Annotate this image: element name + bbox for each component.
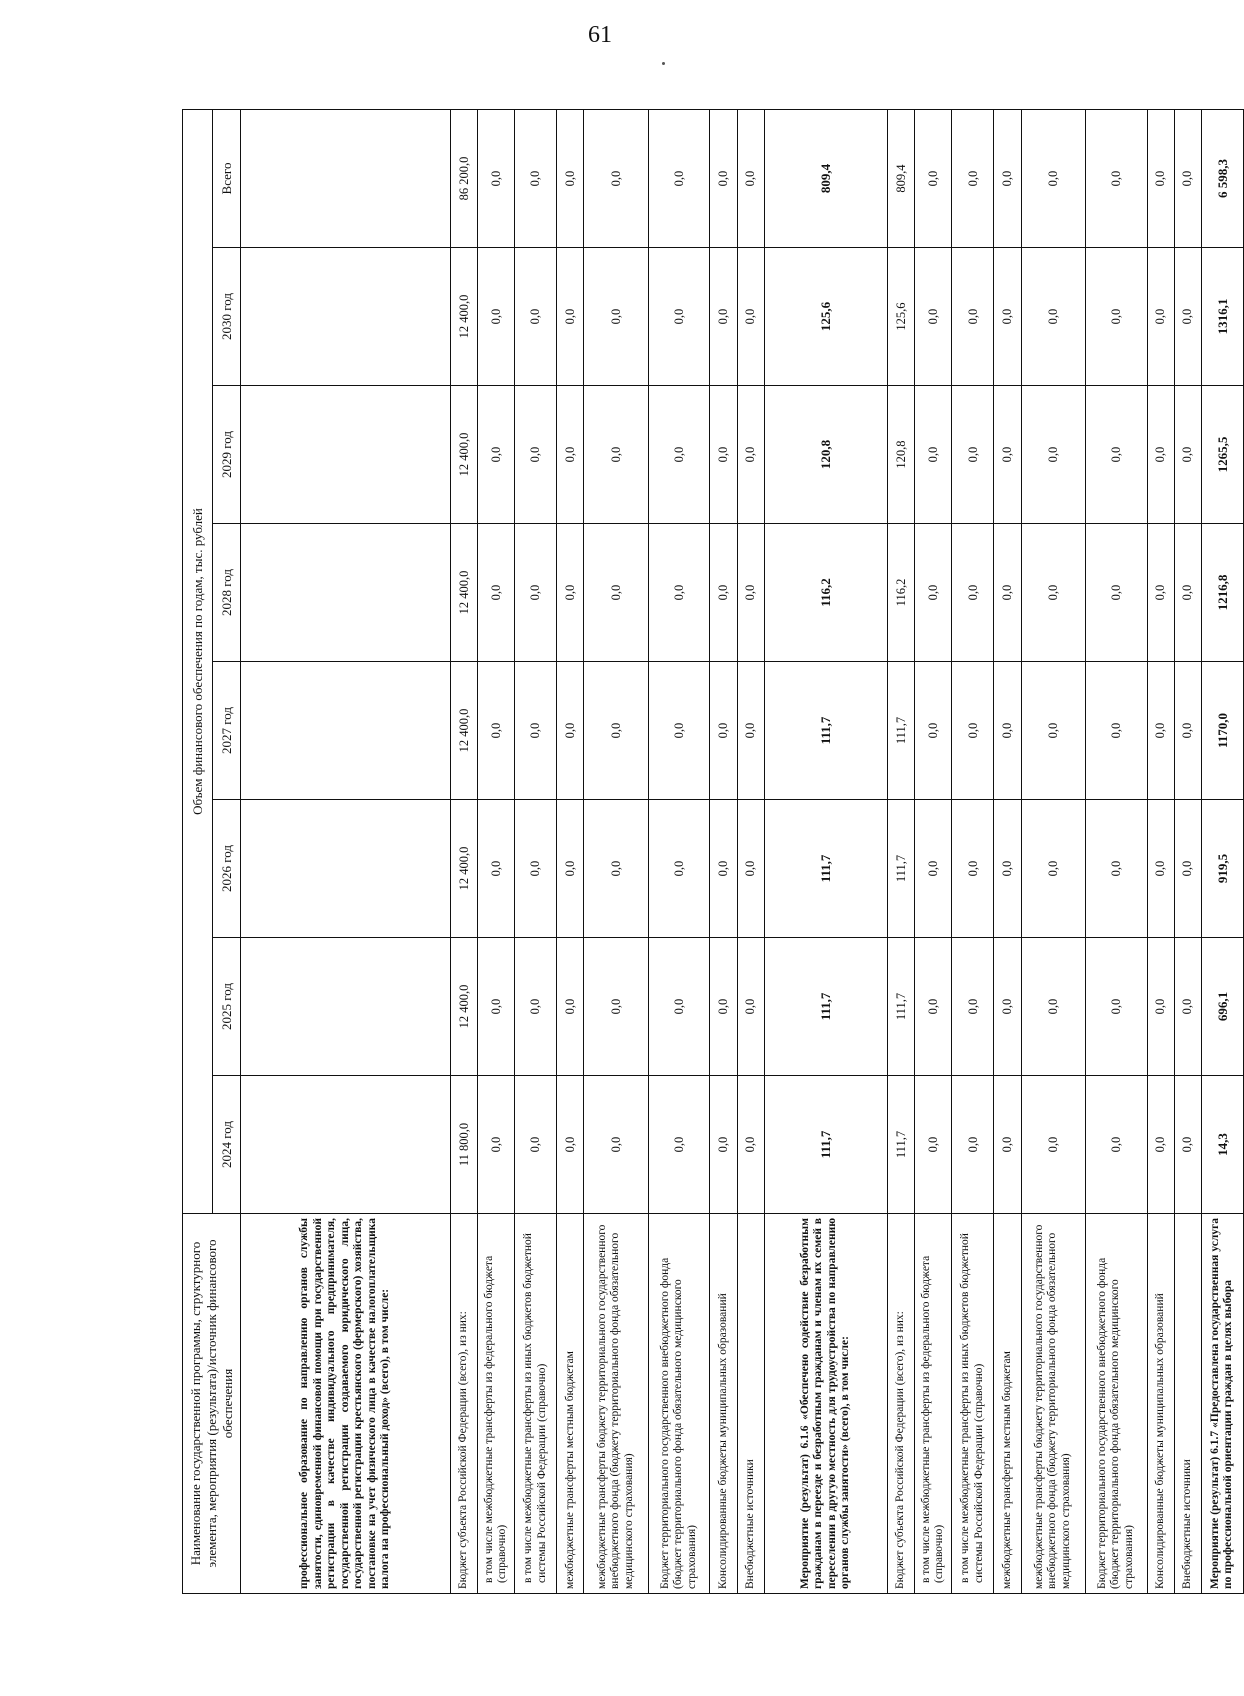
header-name: Наименование государственной программы, структурного элемента, мероприятия (результата)/источник финансового обеспечения (183, 1214, 241, 1594)
table-row (1021, 109, 1085, 1593)
row-value: 0,0 (952, 1076, 994, 1214)
row-label: Мероприятие (результат) 6.1.7 «Предоставлена государственная услуга по профессиональной ориентации граждан в целях выбора (1201, 1214, 1243, 1594)
row-value: 0,0 (478, 938, 515, 1076)
table-row (737, 109, 764, 1593)
row-value: 809,4 (888, 109, 915, 247)
row-label: Бюджет территориального государственного внебюджетного фонда (бюджет территориального фонда обязательного медицинского страхования) (648, 1214, 710, 1594)
row-value: 0,0 (737, 386, 764, 524)
table-row (710, 109, 737, 1593)
row-value: 111,7 (764, 938, 887, 1076)
row-value: 0,0 (710, 938, 737, 1076)
table-row (994, 109, 1021, 1593)
row-value: 0,0 (478, 800, 515, 938)
row-value: 111,7 (764, 800, 887, 938)
row-value: 0,0 (515, 938, 557, 1076)
row-value: 0,0 (710, 109, 737, 247)
row-value: 11 800,0 (450, 1076, 477, 1214)
row-label: в том числе межбюджетные трансферты из федерального бюджета (справочно) (478, 1214, 515, 1594)
row-value: 0,0 (1021, 800, 1085, 938)
row-value: 0,0 (1147, 1076, 1174, 1214)
row-value: 0,0 (478, 109, 515, 247)
row-label: Консолидированные бюджеты муниципальных образований (710, 1214, 737, 1594)
row-value: 0,0 (1174, 109, 1201, 247)
row-value: 0,0 (584, 248, 648, 386)
row-label: межбюджетные трансферты местным бюджетам (557, 1214, 584, 1594)
row-value: 0,0 (915, 800, 952, 938)
row-value: 0,0 (648, 109, 710, 247)
row-value: 0,0 (952, 248, 994, 386)
row-value: 0,0 (994, 662, 1021, 800)
rotated-table-wrapper (182, 110, 1244, 1594)
row-value: 0,0 (557, 662, 584, 800)
row-value: 0,0 (515, 109, 557, 247)
row-value: 0,0 (478, 248, 515, 386)
row-value: 0,0 (557, 938, 584, 1076)
row-value (241, 248, 451, 386)
row-value: 0,0 (994, 800, 1021, 938)
row-value (241, 109, 451, 247)
row-value: 111,7 (764, 1076, 887, 1214)
row-label: Бюджет субъекта Российской Федерации (всего), из них: (450, 1214, 477, 1594)
row-value: 14,3 (1201, 1076, 1243, 1214)
row-value: 0,0 (1085, 109, 1147, 247)
row-value: 0,0 (994, 248, 1021, 386)
row-value: 0,0 (648, 524, 710, 662)
row-value: 0,0 (915, 109, 952, 247)
row-value: 0,0 (515, 1076, 557, 1214)
row-value: 0,0 (737, 1076, 764, 1214)
table-row (1174, 109, 1201, 1593)
row-value: 0,0 (557, 800, 584, 938)
row-value: 696,1 (1201, 938, 1243, 1076)
row-value (241, 938, 451, 1076)
row-value: 1316,1 (1201, 248, 1243, 386)
row-value: 0,0 (1147, 386, 1174, 524)
row-value: 0,0 (1021, 938, 1085, 1076)
header-year: 2024 год (213, 1076, 241, 1214)
scan-speck (662, 62, 665, 65)
row-value: 12 400,0 (450, 800, 477, 938)
row-value: 0,0 (915, 248, 952, 386)
row-value: 0,0 (952, 938, 994, 1076)
row-value: 0,0 (1174, 1076, 1201, 1214)
row-value (241, 386, 451, 524)
row-value: 0,0 (994, 109, 1021, 247)
row-value: 0,0 (648, 1076, 710, 1214)
row-value: 0,0 (1021, 1076, 1085, 1214)
row-value: 0,0 (710, 662, 737, 800)
row-value: 0,0 (584, 662, 648, 800)
row-value: 0,0 (515, 248, 557, 386)
row-value: 0,0 (1021, 248, 1085, 386)
row-value: 0,0 (515, 662, 557, 800)
row-value: 0,0 (515, 800, 557, 938)
table-row (241, 109, 451, 1593)
row-value: 0,0 (515, 524, 557, 662)
row-value (241, 1076, 451, 1214)
row-label: межбюджетные трансферты бюджету территориального государственного внебюджетного фонда (бюджету территориального фонда обязательного медицинского страхования) (584, 1214, 648, 1594)
financing-table (182, 109, 1244, 1594)
table-row (648, 109, 710, 1593)
row-label: Бюджет субъекта Российской Федерации (всего), из них: (888, 1214, 915, 1594)
row-value: 0,0 (1021, 524, 1085, 662)
row-value: 0,0 (1085, 1076, 1147, 1214)
row-value: 0,0 (648, 800, 710, 938)
row-value: 0,0 (1085, 800, 1147, 938)
row-value: 0,0 (994, 1076, 1021, 1214)
header-year: 2027 год (213, 662, 241, 800)
row-value: 0,0 (648, 938, 710, 1076)
row-label: Мероприятие (результат) 6.1.6 «Обеспечено содействие безработным гражданам в переезде и безработным гражданам и членам их семей в переселении в другую местность для трудоустройства по направлению органов службы занятости» (всего), в том числе: (764, 1214, 887, 1594)
row-value: 6 598,3 (1201, 109, 1243, 247)
row-value: 0,0 (1147, 662, 1174, 800)
row-value: 0,0 (478, 524, 515, 662)
row-value: 1216,8 (1201, 524, 1243, 662)
row-value: 0,0 (710, 386, 737, 524)
row-label: в том числе межбюджетные трансферты из федерального бюджета (справочно) (915, 1214, 952, 1594)
header-group: Объем финансового обеспечения по годам, тыс. рублей (183, 109, 213, 1213)
row-value: 0,0 (1147, 109, 1174, 247)
page-number: 61 (588, 22, 612, 48)
table-row (1085, 109, 1147, 1593)
row-value: 12 400,0 (450, 248, 477, 386)
row-value: 1170,0 (1201, 662, 1243, 800)
row-value: 1265,5 (1201, 386, 1243, 524)
row-value: 111,7 (888, 938, 915, 1076)
row-value: 0,0 (710, 1076, 737, 1214)
header-year: 2030 год (213, 248, 241, 386)
row-value: 0,0 (710, 800, 737, 938)
row-value: 0,0 (584, 386, 648, 524)
row-value: 809,4 (764, 109, 887, 247)
row-value: 0,0 (915, 662, 952, 800)
table-row (584, 109, 648, 1593)
table-row (1147, 109, 1174, 1593)
row-value: 125,6 (764, 248, 887, 386)
row-value: 0,0 (1085, 524, 1147, 662)
row-value: 12 400,0 (450, 524, 477, 662)
row-value: 120,8 (764, 386, 887, 524)
row-value: 111,7 (888, 1076, 915, 1214)
rotated-table (182, 110, 1244, 1594)
row-value: 0,0 (710, 248, 737, 386)
row-value: 0,0 (952, 386, 994, 524)
row-value: 0,0 (648, 248, 710, 386)
row-value: 0,0 (584, 800, 648, 938)
row-value: 0,0 (584, 938, 648, 1076)
row-value: 0,0 (1021, 662, 1085, 800)
row-value: 0,0 (1147, 938, 1174, 1076)
row-value: 12 400,0 (450, 386, 477, 524)
row-label: Бюджет территориального государственного внебюджетного фонда (бюджет территориального фонда обязательного медицинского страхования) (1085, 1214, 1147, 1594)
row-label: Консолидированные бюджеты муниципальных образований (1147, 1214, 1174, 1594)
row-value: 0,0 (915, 386, 952, 524)
row-value: 0,0 (1174, 938, 1201, 1076)
row-value: 0,0 (1174, 248, 1201, 386)
table-row (557, 109, 584, 1593)
row-value: 0,0 (584, 1076, 648, 1214)
row-value: 919,5 (1201, 800, 1243, 938)
row-value: 0,0 (1147, 524, 1174, 662)
row-value: 120,8 (888, 386, 915, 524)
row-value: 0,0 (557, 386, 584, 524)
row-value: 0,0 (1174, 386, 1201, 524)
row-value: 0,0 (478, 662, 515, 800)
row-value: 111,7 (764, 662, 887, 800)
row-value (241, 662, 451, 800)
row-value: 0,0 (952, 109, 994, 247)
row-value (241, 524, 451, 662)
header-year: 2026 год (213, 800, 241, 938)
row-value: 0,0 (952, 524, 994, 662)
row-value: 0,0 (557, 524, 584, 662)
row-value: 0,0 (1174, 662, 1201, 800)
row-value: 0,0 (1147, 248, 1174, 386)
row-value: 0,0 (557, 248, 584, 386)
row-value: 0,0 (737, 109, 764, 247)
row-value: 0,0 (648, 386, 710, 524)
row-value: 111,7 (888, 800, 915, 938)
table-row (1201, 109, 1243, 1593)
row-value: 0,0 (915, 938, 952, 1076)
table-row (478, 109, 515, 1593)
row-value: 0,0 (584, 109, 648, 247)
row-value: 12 400,0 (450, 662, 477, 800)
row-value: 0,0 (915, 1076, 952, 1214)
row-value: 116,2 (764, 524, 887, 662)
row-label: Внебюджетные источники (1174, 1214, 1201, 1594)
table-row (450, 109, 477, 1593)
row-value: 125,6 (888, 248, 915, 386)
row-value: 0,0 (915, 524, 952, 662)
row-value: 0,0 (557, 1076, 584, 1214)
row-value: 0,0 (478, 1076, 515, 1214)
header-year: 2028 год (213, 524, 241, 662)
row-value: 116,2 (888, 524, 915, 662)
row-label: в том числе межбюджетные трансферты из иных бюджетов бюджетной системы Российской Федерации (справочно) (952, 1214, 994, 1594)
table-row (515, 109, 557, 1593)
row-value: 0,0 (952, 662, 994, 800)
row-value: 86 200,0 (450, 109, 477, 247)
row-value: 0,0 (1021, 109, 1085, 247)
row-value: 0,0 (737, 938, 764, 1076)
header-year: Всего (213, 109, 241, 247)
row-value: 0,0 (994, 386, 1021, 524)
row-value: 0,0 (994, 938, 1021, 1076)
row-value: 0,0 (1174, 800, 1201, 938)
row-value: 0,0 (737, 800, 764, 938)
row-value (241, 800, 451, 938)
row-value: 0,0 (584, 524, 648, 662)
row-value: 0,0 (648, 662, 710, 800)
row-value: 0,0 (478, 386, 515, 524)
row-label: межбюджетные трансферты местным бюджетам (994, 1214, 1021, 1594)
row-value: 12 400,0 (450, 938, 477, 1076)
row-value: 0,0 (515, 386, 557, 524)
row-value: 0,0 (1085, 662, 1147, 800)
table-row (888, 109, 915, 1593)
header-year: 2025 год (213, 938, 241, 1076)
row-value: 0,0 (737, 248, 764, 386)
row-value: 0,0 (557, 109, 584, 247)
table-row (915, 109, 952, 1593)
row-value: 0,0 (952, 800, 994, 938)
table-row (764, 109, 887, 1593)
row-label: межбюджетные трансферты бюджету территориального государственного внебюджетного фонда (бюджету территориального фонда обязательного медицинского страхования) (1021, 1214, 1085, 1594)
row-value: 0,0 (1021, 386, 1085, 524)
table-row (952, 109, 994, 1593)
row-value: 0,0 (737, 524, 764, 662)
row-label: Внебюджетные источники (737, 1214, 764, 1594)
header-year: 2029 год (213, 386, 241, 524)
row-value: 0,0 (737, 662, 764, 800)
row-value: 0,0 (1174, 524, 1201, 662)
row-value: 111,7 (888, 662, 915, 800)
row-value: 0,0 (1085, 386, 1147, 524)
row-value: 0,0 (710, 524, 737, 662)
row-value: 0,0 (994, 524, 1021, 662)
row-value: 0,0 (1085, 248, 1147, 386)
row-value: 0,0 (1147, 800, 1174, 938)
row-label: профессиональное образование по направлению органов службы занятости, единовременной финансовой помощи при государственной регистрации в качестве индивидуального предпринимателя, государственной регистрации создаваемого юридического лица, государственной регистрации крестьянского (фермерского) хозяйства, постановке на учет физического лица в качестве налогоплательщика налога на профессиональный доход» (всего), в том числе: (241, 1214, 451, 1594)
row-label: в том числе межбюджетные трансферты из иных бюджетов бюджетной системы Российской Федерации (справочно) (515, 1214, 557, 1594)
row-value: 0,0 (1085, 938, 1147, 1076)
